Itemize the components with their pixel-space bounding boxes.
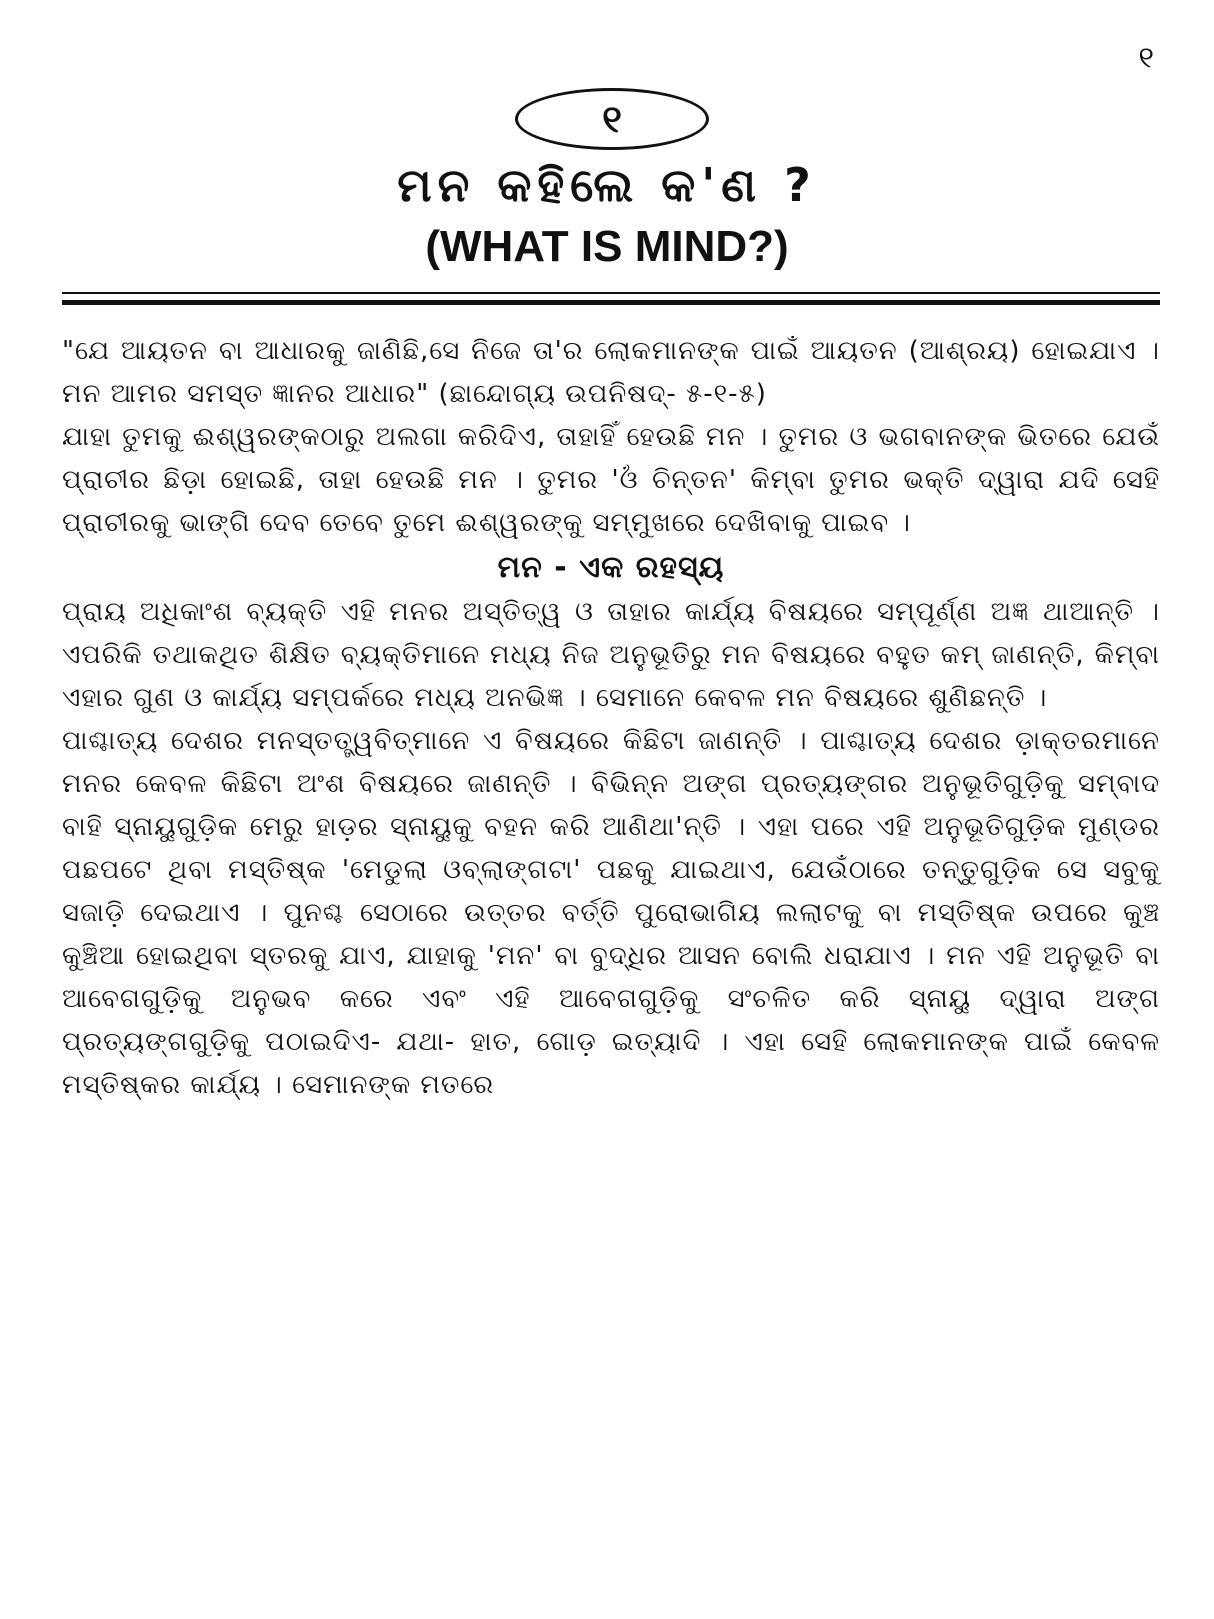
chapter-title-english: (WHAT IS MIND?) — [425, 222, 789, 271]
page-number: ୧ — [1138, 41, 1154, 76]
chapter-number-badge — [515, 88, 709, 150]
title-divider-thick — [62, 300, 1160, 305]
title-divider-thin — [62, 292, 1160, 294]
paragraph-2: ପ୍ରାୟ ଅଧିକାଂଶ ବ୍ୟକ୍ତି ଏହି ମନର ଅସ୍ତିତ୍ୱ ଓ ତାହାର କାର୍ଯ୍ୟ ବିଷୟରେ ସମ୍ପୂର୍ଣ୍ଣ ଅଜ୍ଞ ଥାଆନ୍ତି । ଏପରିକି ତଥାକଥିତ ଶିକ୍ଷିତ ବ୍ୟକ୍ତିମାନେ ମଧ୍ୟ ନିଜ ଅନୁଭୂତିରୁ ମନ ବିଷୟରେ ବହୁତ କମ୍ ଜାଣନ୍ତି, କିମ୍ବା ଏହାର ଗୁଣ ଓ କାର୍ଯ୍ୟ ସମ୍ପର୍କରେ ମଧ୍ୟ ଅନଭିଜ୍ଞ । ସେମାନେ କେବଳ ମନ ବିଷୟରେ ଶୁଣିଛନ୍ତି । — [62, 597, 1160, 713]
body-text — [62, 330, 1160, 1107]
section-subheading: ମନ - ଏକ ରହସ୍ୟ — [497, 550, 725, 585]
paragraph-1: ଯାହା ତୁମକୁ ଈଶ୍ୱରଙ୍କଠାରୁ ଅଲଗା କରିଦିଏ, ତାହାହିଁ ହେଉଛି ମନ । ତୁମର ଓ ଭଗବାନଙ୍କ ଭିତରେ ଯେଉଁ ପ୍ରାଚୀର ଛିଡ଼ା ହୋଇଛି, ତାହା ହେଉଛି ମନ । ତୁମର 'ଓଁ ଚିନ୍ତନ' କିମ୍ବା ତୁମର ଭକ୍ତି ଦ୍ୱାରା ଯଦି ସେହି ପ୍ରାଚୀରକୁ ଭାଙ୍ଗି ଦେବ ତେବେ ତୁମେ ଈଶ୍ୱରଙ୍କୁ ସମ୍ମୁଖରେ ଦେଖିବାକୁ ପାଇବ । — [62, 422, 1160, 538]
quote-paragraph: "ଯେ ଆୟତନ ବା ଆଧାରକୁ ଜାଣିଛି,ସେ ନିଜେ ତା'ର ଲୋକମାନଙ୍କ ପାଇଁ ଆୟତନ (ଆଶ୍ରୟ) ହୋଇଯାଏ । ମନ ଆମର ସମସ୍ତ ଜ୍ଞାନର ଆଧାର" (ଛାନ୍ଦୋଗ୍ୟ ଉପନିଷଦ୍- ୫-୧-୫) — [62, 336, 1160, 409]
chapter-number: ୧ — [602, 96, 622, 141]
paragraph-3: ପାଶ୍ଚାତ୍ୟ ଦେଶର ମନସ୍ତତ୍ତ୍ୱବିତ୍‌ମାନେ ଏ ବିଷୟରେ କିଛିଟା ଜାଣନ୍ତି । ପାଶ୍ଚାତ୍ୟ ଦେଶର ଡ଼ାକ୍ତରମାନେ ମନର କେବଳ କିଛିଟା ଅଂଶ ବିଷୟରେ ଜାଣନ୍ତି । ବିଭିନ୍ନ ଅଙ୍ଗ ପ୍ରତ୍ୟଙ୍ଗର ଅନୁଭୂତିଗୁଡ଼ିକୁ ସମ୍ବାଦ ବାହି ସ୍ନାୟୁଗୁଡ଼ିକ ମେରୁ ହାଡ଼ର ସ୍ନାୟୁକୁ ବହନ କରି ଆଣିଥା'ନ୍ତି । ଏହା ପରେ ଏହି ଅନୁଭୂତିଗୁଡ଼ିକ ମୁଣ୍ଡର ପଛପଟେ ଥିବା ମସ୍ତିଷ୍କ 'ମେଡୁଲା ଓବ୍‌ଲାଙ୍ଗଟା' ପଛକୁ ଯାଇଥାଏ, ଯେଉଁଠାରେ ତନ୍ତୁଗୁଡ଼ିକ ସେ ସବୁକୁ ସଜାଡ଼ି ଦେଇଥାଏ । ପୁନଶ୍ଚ ସେଠାରେ ଉତ୍ତର ବର୍ତ୍ତି ପୁରୋଭାଗିୟ ଲଲାଟକୁ ବା ମସ୍ତିଷ୍କ ଉପରେ କୁଞ୍ଚ କୁଞ୍ଚିଆ ହୋଇଥିବା ସ୍ତରକୁ ଯାଏ, ଯାହାକୁ 'ମନ' ବା ବୁଦ୍ଧିର ଆସନ ବୋଲି ଧରାଯାଏ । ମନ ଏହି ଅନୁଭୂତି ବା ଆବେଗଗୁଡ଼ିକୁ ଅନୁଭବ କରେ ଏବଂ ଏହି ଆବେଗଗୁଡ଼ିକୁ ସଂଚଳିତ କରି ସ୍ନାୟୁ ଦ୍ୱାରା ଅଙ୍ଗ ପ୍ରତ୍ୟଙ୍ଗଗୁଡ଼ିକୁ ପଠାଇଦିଏ- ଯଥା- ହାତ, ଗୋଡ଼ ଇତ୍ୟାଦି । ଏହା ସେହି ଲୋକମାନଙ୍କ ପାଇଁ କେବଳ ମସ୍ତିଷ୍କର କାର୍ଯ୍ୟ । ସେମାନଙ୍କ ମତରେ — [62, 726, 1160, 1100]
chapter-title-odia: ମନ କହିଲେ କ'ଣ ? — [397, 158, 817, 212]
